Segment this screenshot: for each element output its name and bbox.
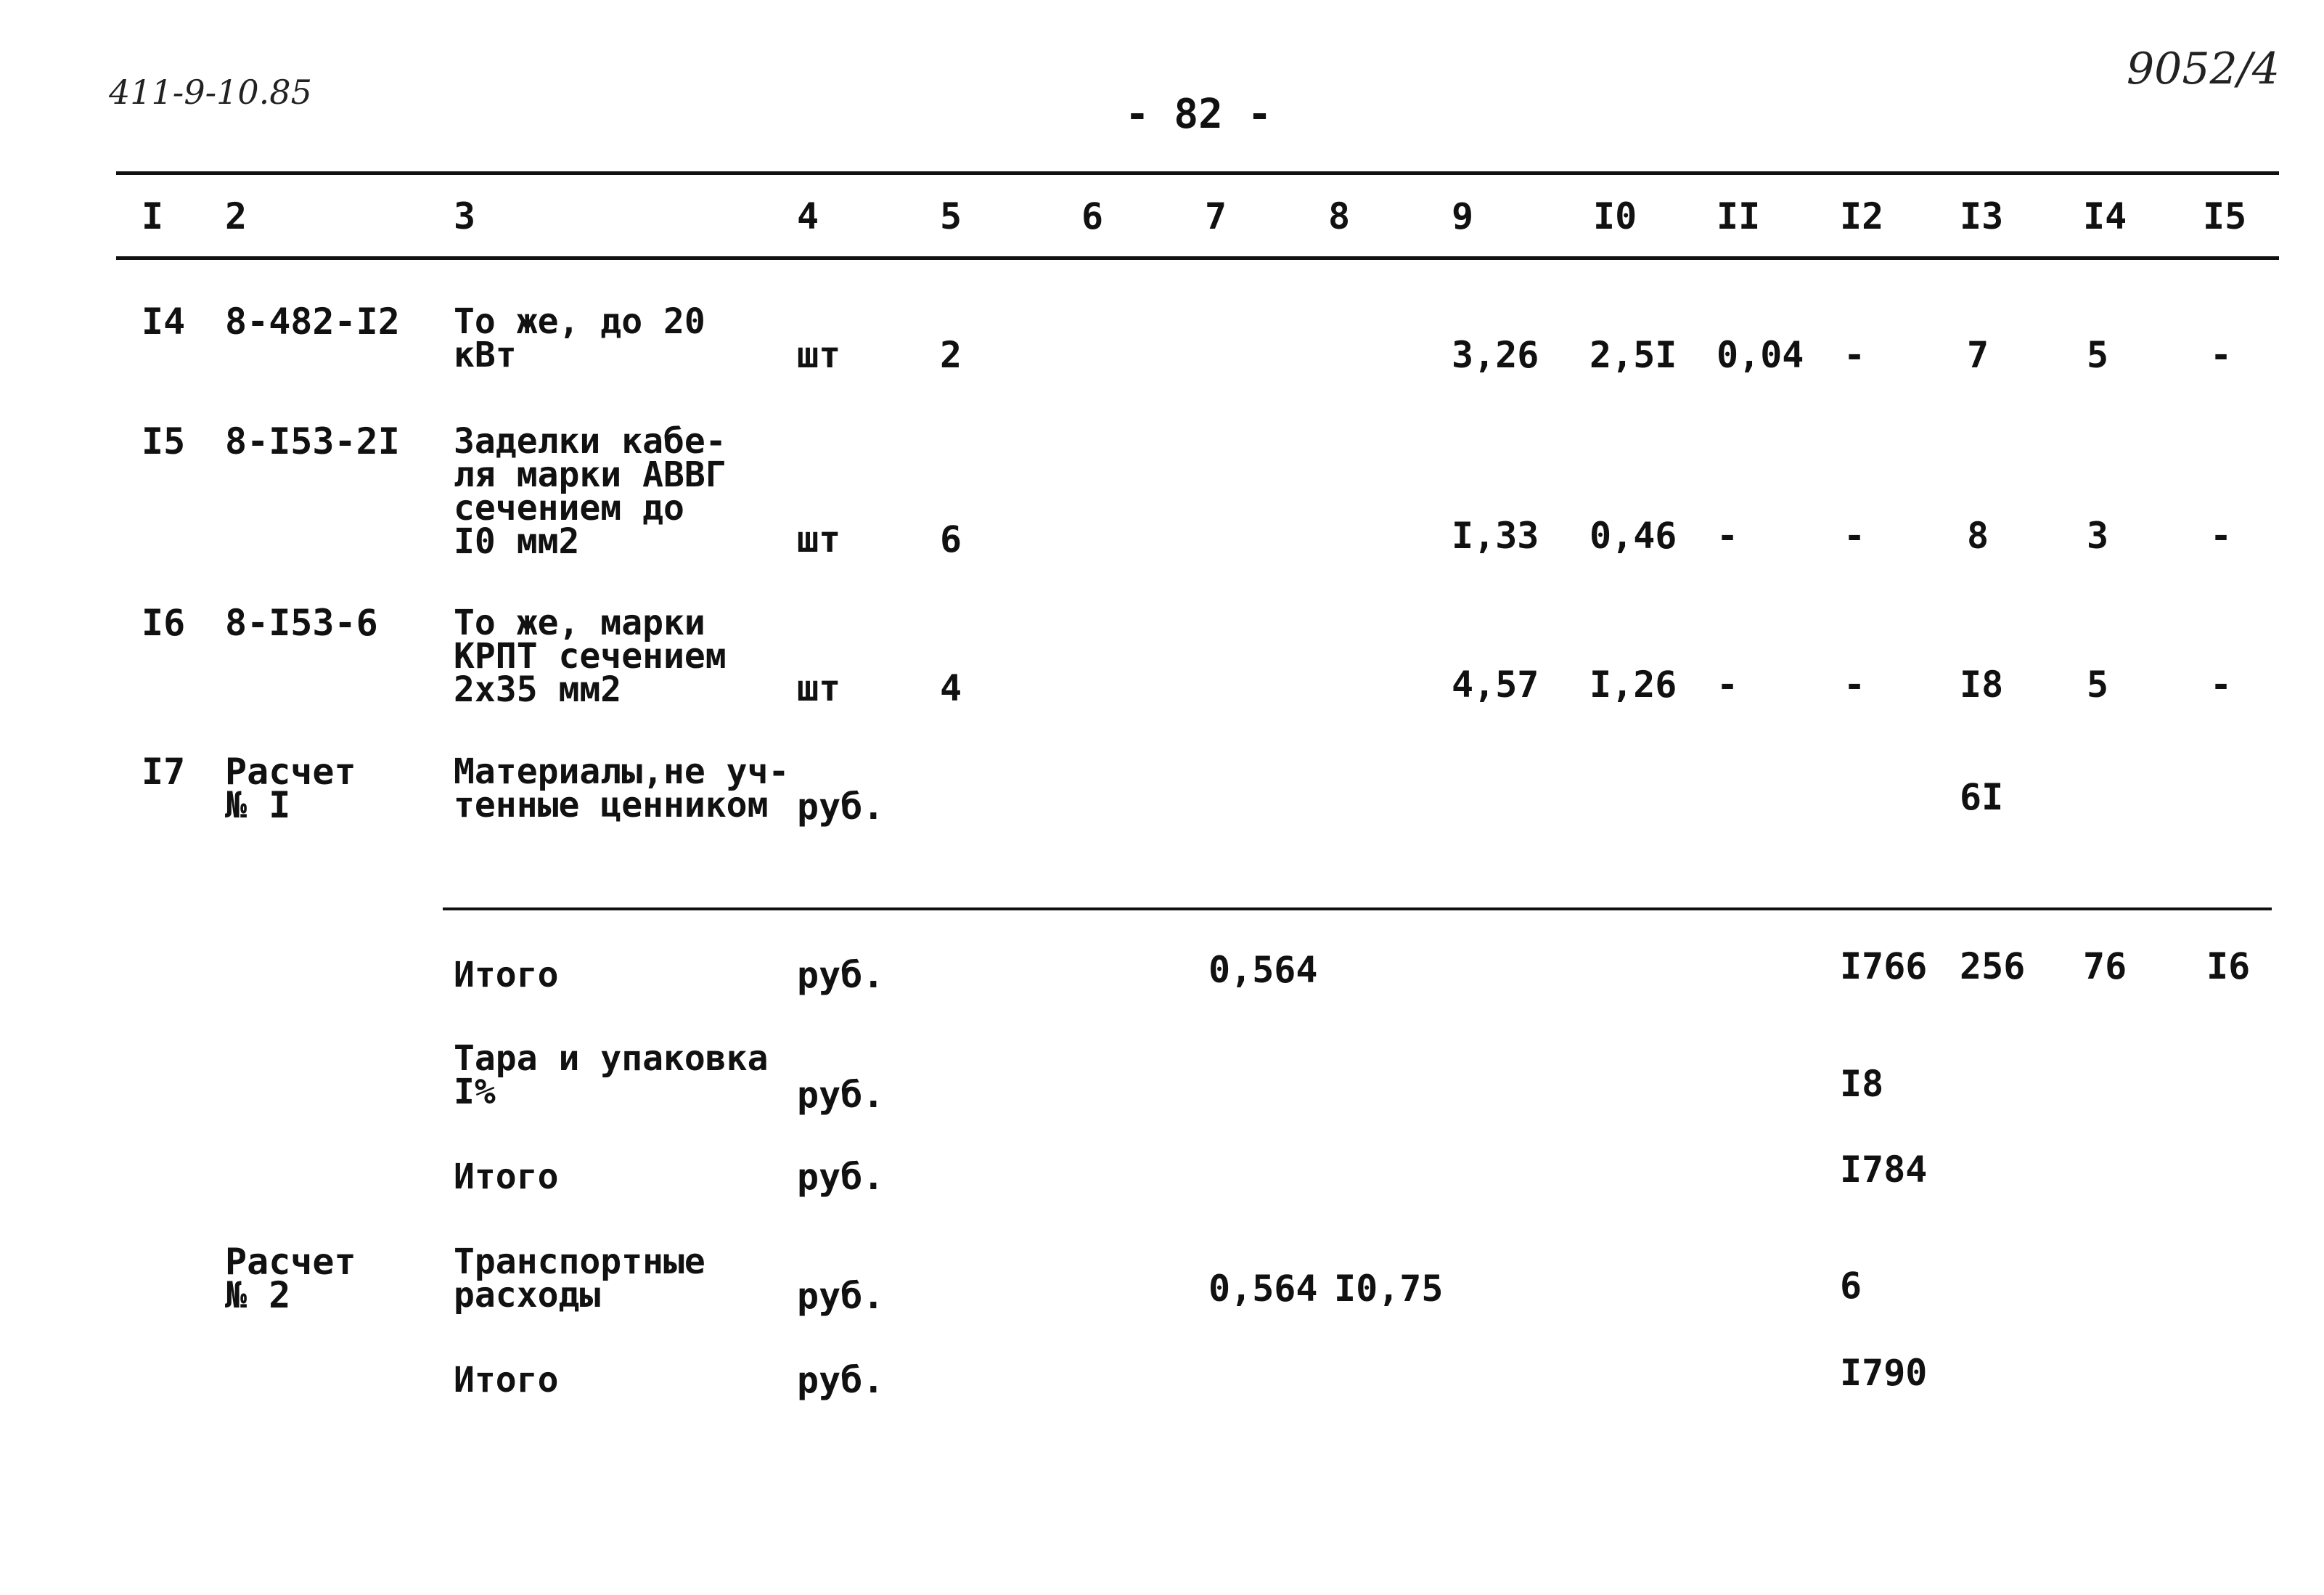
row-number: I6 (142, 602, 186, 644)
unit: руб. (797, 1156, 885, 1198)
col-10-value: 0,46 (1589, 515, 1677, 557)
column-header: 8 (1328, 195, 1351, 237)
column-header: I (142, 195, 164, 237)
summary-label: Итого (454, 955, 559, 995)
col-15-value: - (2210, 334, 2233, 376)
unit: шт (797, 667, 841, 709)
col-14-value: 76 (2083, 945, 2127, 987)
col-15-value: - (2210, 664, 2233, 706)
sheet-reference: 9052/4 (2127, 44, 2280, 94)
unit: руб. (797, 1359, 885, 1401)
col-14-value: 3 (2087, 515, 2109, 557)
page-number: - 82 - (1125, 91, 1272, 138)
col-12-value: I784 (1840, 1149, 1928, 1191)
unit: шт (797, 518, 841, 560)
column-header: 7 (1205, 195, 1227, 237)
summary-label: Итого (454, 1157, 559, 1197)
col-13-value: I8 (1960, 664, 2004, 706)
row-number: I4 (142, 301, 186, 343)
col-12-value: - (1844, 515, 1866, 557)
column-header: 2 (225, 195, 247, 237)
price-code: 8-482-I2 (225, 301, 400, 343)
quantity: 6 (940, 518, 962, 560)
price-code: Расчет № I (225, 751, 356, 826)
row-number: I7 (142, 751, 186, 793)
unit: шт (797, 334, 841, 376)
col-11-value: 0,04 (1717, 334, 1804, 376)
document-code: 411-9-10.85 (109, 73, 312, 112)
work-description: Заделки кабе- ля марки АВВГ сечением до I0 мм2 (454, 421, 727, 562)
quantity: 4 (940, 667, 962, 709)
work-description: То же, марки КРПТ сечением 2х35 мм2 (454, 603, 727, 710)
header-bottom-rule (116, 256, 2279, 260)
column-header: I5 (2203, 195, 2247, 237)
unit: руб. (797, 1275, 885, 1317)
col-12-value: I8 (1840, 1063, 1884, 1105)
col-9-value: 3,26 (1452, 334, 1539, 376)
col-10-value: 2,5I (1589, 334, 1677, 376)
unit: руб. (797, 1074, 885, 1116)
quantity: 2 (940, 334, 962, 376)
col-14-value: 5 (2087, 664, 2109, 706)
column-header: 6 (1081, 195, 1104, 237)
col-13-value: 6I (1960, 776, 2004, 818)
subtotal-rule (443, 907, 2272, 910)
calculation-reference: Расчет № 2 (225, 1241, 356, 1316)
price-code: 8-I53-2I (225, 420, 400, 462)
col-7-value: 0,564 (1208, 1268, 1318, 1310)
col-12-value: - (1844, 334, 1866, 376)
col-12-value: I790 (1840, 1352, 1928, 1394)
col-12-value: I766 (1840, 945, 1928, 987)
column-header: 9 (1452, 195, 1474, 237)
col-9-value: I,33 (1452, 515, 1539, 557)
col-13-value: 256 (1960, 945, 2026, 987)
col-7-value: 0,564 (1208, 949, 1318, 991)
column-header: I0 (1593, 195, 1637, 237)
summary-label: Итого (454, 1360, 559, 1400)
column-header: 5 (940, 195, 962, 237)
col-15-value: I6 (2206, 945, 2251, 987)
col-9-value: 4,57 (1452, 664, 1539, 706)
column-header: I3 (1960, 195, 2004, 237)
work-description: То же, до 20 кВт (454, 301, 705, 375)
col-12-value: - (1844, 664, 1866, 706)
col-12-value: 6 (1840, 1265, 1862, 1307)
column-header: II (1717, 195, 1761, 237)
row-number: I5 (142, 420, 186, 462)
unit: руб. (797, 786, 885, 828)
col-15-value: - (2210, 515, 2233, 557)
col-14-value: 5 (2087, 334, 2109, 376)
table-top-rule (116, 171, 2279, 175)
col-8-value: I0,75 (1334, 1268, 1444, 1310)
col-13-value: 7 (1967, 334, 1989, 376)
summary-label: Транспортные расходы (454, 1241, 705, 1315)
column-header: I4 (2083, 195, 2127, 237)
col-13-value: 8 (1967, 515, 1989, 557)
column-header: 4 (797, 195, 819, 237)
column-header: 3 (454, 195, 476, 237)
price-code: 8-I53-6 (225, 602, 378, 644)
col-10-value: I,26 (1589, 664, 1677, 706)
column-header: I2 (1840, 195, 1884, 237)
summary-label: Тара и упаковка I% (454, 1038, 769, 1112)
unit: руб. (797, 954, 885, 996)
col-11-value: - (1717, 515, 1739, 557)
col-11-value: - (1717, 664, 1739, 706)
work-description: Материалы,не уч- тенные ценником (454, 751, 790, 825)
